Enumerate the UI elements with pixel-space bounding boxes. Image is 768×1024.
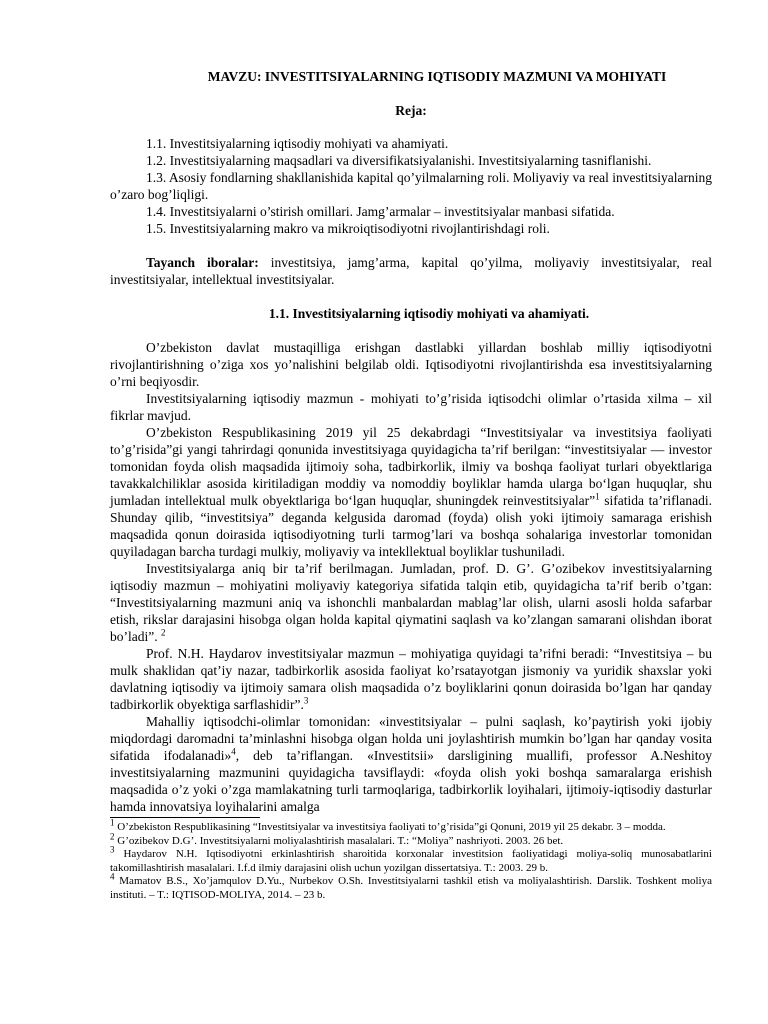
keywords-paragraph — [110, 254, 712, 288]
plan-item: 1.5. Investitsiyalarning makro va mikroiqtisodiyotni rivojlantirishdagi roli. — [146, 221, 550, 236]
footnote-number: 2 — [110, 830, 115, 841]
footnote — [110, 871, 712, 902]
footnote-number: 3 — [110, 844, 115, 855]
keywords-text: investitsiya, jamg’arma, kapital qo’yilma, moliyaviy investitsiyalar, real investitsiyalar, intellektual investitsiyalar. — [110, 255, 712, 287]
footnote — [110, 817, 712, 835]
plan-list — [110, 135, 712, 237]
footnote-ref[interactable]: 2 — [160, 627, 166, 638]
plan-item: 1.1. Investitsiyalarning iqtisodiy mohiyati va ahamiyati. — [146, 136, 449, 151]
footnote-ref[interactable]: 3 — [303, 695, 309, 706]
paragraph: Investitsiyalarning iqtisodiy mazmun - mohiyati to’g’risida iqtisodchi olimlar o’rtasida xilma – xil fikrlar mavjud. — [110, 391, 712, 423]
footnote — [110, 830, 712, 849]
body-text — [110, 339, 712, 815]
footnote-number: 4 — [110, 871, 115, 882]
footnote-number: 1 — [110, 817, 115, 828]
keywords-label: Tayanch iboralar: — [146, 255, 259, 270]
footnote — [110, 844, 712, 875]
footnote-text: Haydarov N.H. Iqtisodiyotni erkinlashtirish sharoitida korxonalar investitsion faoliyatidagi moliya-soliq munosabatlarini takomillashtirish masalalari. I.f.d ilmiy darajasini olish uchun yozilgan dissertatsiya. T.: 2003. 29 b. — [110, 848, 712, 874]
paragraph-text: Investitsiyalarga aniq bir ta’rif berilmagan. Jumladan, prof. D. G’. G’ozibekov investitsiyalarning iqtisodiy mazmun – mohiyatini moliyaviy kategoriya sifatida talqin etib, quyidagicha ta’rif berib o’tgan: “Investitsiyalarning mazmuni aniq va ishonchli manbalardan mablag’lar olish, ularni asosli holda safarbar etish, rikslar darajasini hisobga olgan holda kapital qiymatini saqlash va ko’zlangan samarani olishdan iborat bo’ladi”. — [110, 561, 712, 644]
document-page — [110, 62, 712, 902]
plan-heading: Reja: — [395, 103, 427, 118]
plan-item: 1.3. Asosiy fondlarning shakllanishida kapital qo’yilmalarning roli. Moliyaviy va real investitsiyalarning o’zaro bog’liqligi. — [110, 170, 712, 202]
paragraph — [110, 713, 712, 815]
paragraph-text: Mahalliy iqtisodchi-olimlar tomonidan: «investitsiyalar – pulni saqlash, ko’paytirish yoki ijobiy miqdordagi daromadni ta’minlashni hisobga olgan holda uni joylashtirish mumkin bo’lgan har qanday vosita sifatida ifodalanadi» — [110, 714, 712, 763]
paragraph: O’zbekiston davlat mustaqilliga erishgan dastlabki yillardan boshlab milliy iqtisodiyotni rivojlantirishning o’ziga xos yo’nalishini belgilab oldi. Iqtisodiyotni rivojlantirishda esa investitsiyalarning o’rni beqiyosdir. — [110, 340, 712, 389]
footnote-text: Mamatov B.S., Xo’jamqulov D.Yu., Nurbekov O.Sh. Investitsiyalarni tashkil etish va moliyalashtirish. Darslik. Toshkent moliya instituti. – T.: IQTISOD-MOLIYA, 2014. – 23 b. — [110, 875, 712, 901]
footnote-text: G’ozibekov D.G’. Investitsiyalarni moliyalashtirish masalalari. T.: “Moliya” nashriyoti. 2003. 26 bet. — [114, 834, 564, 847]
footnote-text: O’zbekiston Respublikasining “Investitsiyalar va investitsiya faoliyati to’g’risida”gi Qonuni, 2019 yil 25 dekabr. 3 – modda. — [114, 821, 666, 833]
paragraph — [110, 560, 712, 645]
page-title: MAVZU: INVESTITSIYALARNING IQTISODIY MAZMUNI VA MOHIYATI — [207, 69, 667, 84]
paragraph — [110, 645, 712, 713]
section-heading: 1.1. Investitsiyalarning iqtisodiy mohiyati va ahamiyati. — [268, 306, 590, 321]
plan-item: 1.4. Investitsiyalarni o’stirish omillari. Jamg’armalar – investitsiyalar manbasi sifatida. — [146, 204, 615, 219]
footnote-ref[interactable]: 4 — [231, 746, 236, 757]
footnote-divider — [110, 817, 260, 818]
paragraph — [110, 424, 712, 560]
footnote-ref[interactable]: 1 — [595, 491, 600, 502]
paragraph-text: Prof. N.H. Haydarov investitsiyalar mazmun – mohiyatiga quyidagi ta’rifni beradi: “Investitsiya – bu mulk shaklidan qat’iy nazar, tadbirkorlik asosida faoliyat ko’rsatayotgan jismoniy va yuridik shaxslar yoki davlatning iqtisodiy va ijtimoiy samara olish maqsadida o’z boyliklarini qonun doirasida bo’lgan har qanday tadbirkorlik obyektiga sarflashidir”. — [110, 646, 712, 712]
paragraph-text: sifatida ta’riflanadi. Shunday qilib, “investitsiya” deganda kelgusida daromad (foyda) olish yoki ijtimoiy samaraga erishish maqsadida qonun doirasida iqtisodiyotning turli tarmog’lari va boshqa sohalariga investorlar tomonidan quyiladagan barcha turdagi mulkiy, moliyaviy va intekllektual boyliklar tushuniladi. — [110, 493, 712, 559]
paragraph-text: , deb ta’riflangan. «Investitsii» darsligining muallifi, professor A.Neshitoy investitsiyalarning mazmunini quyidagicha tavsiflaydi: «foyda olish yoki boshqa samaralarga erishish maqsadida o’z yoki o’zga mamlakatning turli tarmoqlariga, tadbirkorlik loyihalari, ijtimoiy-iqtisodiy dasturlar hamda innovatsiya loyihalarini amalga — [110, 748, 712, 814]
paragraph-text: O’zbekiston Respublikasining 2019 yil 25 dekabrdagi “Investitsiyalar va investitsiya faoliyati to’g’risida”gi yangi tahrirdagi qonunida investitsiyaga quyidagicha ta’rif berilgan: “investitsiyalar — investor tomonidan foyda olish maqsadida ijtimoiy soha, tadbirkorlik, ilmiy va boshqa faoliyat turlari obyektlariga tavakkalchiliklar asosida kiritiladigan moddiy va nomoddiy boyliklar hamda ularga bo‘lgan huquqlar, shu jumladan intellektual mulk obyektlariga bo‘lgan huquqlar, shuningdek reinvestitsiyalar” — [110, 425, 712, 508]
plan-item: 1.2. Investitsiyalarning maqsadlari va diversifikatsiyalanishi. Investitsiyalarning tasniflanishi. — [146, 153, 652, 168]
footnotes — [110, 817, 712, 902]
